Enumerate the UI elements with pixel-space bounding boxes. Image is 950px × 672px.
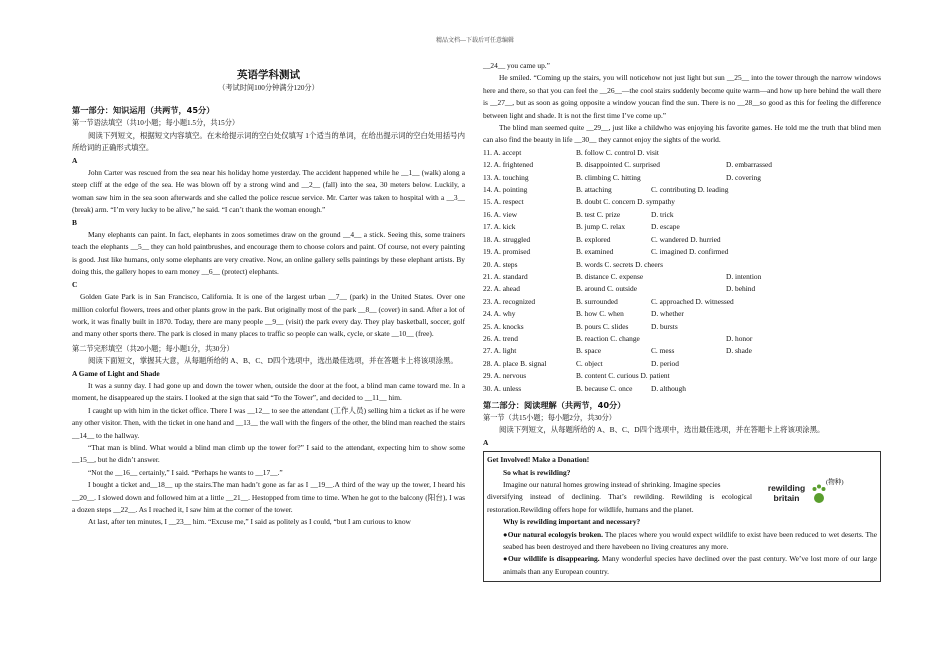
option-row [483,283,881,295]
option-cell [726,383,826,395]
donation-box [483,451,881,582]
option-cell [726,234,826,246]
section1-heading: 第一节语法填空（共10小题；每小题1.5分，共15分） [72,119,240,128]
option-cell: B. surrounded [576,296,618,306]
passage-b-label: B [72,217,77,227]
box-bullet [487,529,877,554]
option-cell: B. follow C. control D. visit [576,147,659,157]
option-cell: D. intention [726,271,762,281]
option-cell: 14. A. pointing [483,185,528,195]
bullet-lead: ●Our natural ecologyis broken. [503,529,603,539]
option-row [483,159,881,171]
option-row [483,358,881,370]
option-row [483,221,881,233]
option-row [483,147,881,159]
option-cell [726,196,826,208]
option-cell: D. bursts [651,321,678,331]
option-row [483,333,881,345]
option-cell: B. content C. curious D. patient [576,371,670,381]
option-cell [726,221,826,233]
bullet-text: Many wonderful species have declined over the past century. We’ve lost more of our large animals than any European country. [503,554,877,576]
story-paragraph: “Not the __16__ certainly,” I said. “Perhaps he wants to __17__.” [88,467,283,477]
box-paragraph: Imagine our natural homes growing instead of shrinking. Imagine species [503,480,721,489]
option-cell [726,209,826,221]
option-cell: D. embarrassed [726,160,772,170]
option-cell: D. covering [726,172,761,182]
left-column [72,62,465,529]
option-cell: D. trick [651,209,674,219]
option-cell [726,358,826,370]
option-cell: B. climbing C. hitting [576,172,641,182]
option-row [483,209,881,221]
option-cell [726,147,826,159]
option-cell [651,159,726,171]
option-row [483,345,881,357]
option-row [483,370,881,382]
option-cell [651,196,726,208]
page-subtitle: （考试时间100分钟满分120分） [218,84,319,92]
part2-section1-heading: 第一节（共15小题；每小题2分，共30分） [483,413,616,422]
option-row [483,271,881,283]
option-cell: C. contributing D. leading [651,185,729,195]
part1-heading: 第一部分：知识运用（共两节，45分） [72,105,215,116]
option-row [483,296,881,308]
option-cell: 13. A. touching [483,172,529,182]
option-row [483,234,881,246]
option-cell [651,271,726,283]
section2-heading: 第二节完形填空（共20小题；每小题1分，共30分） [72,344,234,353]
right-column [483,60,881,582]
option-cell: 28. A. place B. signal [483,358,547,368]
option-cell: 18. A. struggled [483,234,531,244]
story-continuation: __24__ you came up.” [483,61,550,70]
option-cell: 20. A. steps [483,259,518,269]
header-note: 精品文档---下载后可任意编辑 [436,38,514,44]
option-cell [726,370,826,382]
passage-c-label: C [72,279,78,289]
option-cell: B. examined [576,247,614,257]
option-cell: 19. A. promised [483,247,531,257]
option-cell [726,259,826,271]
option-cell: 12. A. frightened [483,160,534,170]
option-cell [651,259,726,271]
story-paragraph: I caught up with him in the ticket office. There I was __12__ to see the attendant (工作人员) selling him a ticket as if he were any other visitor. Then, with the ticket in one hand and __13__ the wall with the fingers of the other, the blind man reached the stairs __14__ to the hallway. [72,405,465,440]
box-question: So what is rewilding? [503,467,571,477]
part2-heading: 第二部分：阅读理解（共两节，40分） [483,399,626,410]
option-cell: C. imagined D. confirmed [651,247,729,257]
logo-word: rewilding [767,483,806,494]
passage-a-label: A [483,437,489,447]
option-cell: 11. A. accept [483,147,522,157]
option-cell: 23. A. recognized [483,296,536,306]
option-cell: 30. A. unless [483,383,522,393]
option-cell: D. honor [726,333,753,343]
option-cell: D. shade [726,346,752,356]
option-cell: B. distance C. expense [576,271,644,281]
option-cell [651,370,726,382]
passage-a-label: A [72,155,78,165]
option-cell: B. words C. secrets D. cheers [576,259,664,269]
story-paragraph: It was a sunny day. I had gone up and down the tower when, outside the door at the foot, a blind man came toward me. In a moment, he disappeared up the stairs. I looked at the sign that said “To the Tower”, and decided to __11__ him. [72,380,465,403]
option-cell: D. behind [726,284,756,294]
option-cell: C. object [576,358,603,368]
option-cell: B. disappointed C. surprised [576,160,660,170]
option-cell [651,147,726,159]
option-cell [726,308,826,320]
option-cell: 15. A. respect [483,197,524,207]
option-cell [726,296,826,308]
story-paragraph: He smiled. “Coming up the stairs, you will noticehow not just light but sun __25__ into the tower through the narrow windows here and there, so that you can feel the __26__—the cool stairs suddenly become quite warm—and how up here behind the wall there is __27__, but as soon as going opposite a window youcan find the sun. There is no __28__so good as this for feeling the difference between light and shade. It is not the first time I’ve come up.” [483,73,881,120]
passage-c-text: Golden Gate Park is in San Francisco, California. It is one of the largest urban __7__ (park) in the United States. Over one million colorful flowers, trees and other plants grow in the park. But originally most of the park __8__ (cover) in sand. After a lot of work, it was finally built in 1870. Today, there are many people __9__ (visit) the park every day. They play basketball, soccer, golf and many other sports there. The park is closed in many places to traffic so people can walk, cycle, or skate __10__ (free). [72,292,465,339]
passage-b-text: Many elephants can paint. In fact, elephants in zoos sometimes draw on the ground __4__ a stick. Seeing this, some trainers teach the elephants __5__ they can hold paintbrushes, and encourage them to choose colors and paint. Of course, not every painting is good. Just like humans, only some elephants are very creative. Now, an online gallery sells paintings by these elephant artists. By doing this, the gallery hopes to earn money __6__ (protect) elephants. [72,230,465,277]
option-cell: C. approached D. witnessed [651,296,734,306]
option-cell [726,246,826,258]
paw-icon [812,484,826,504]
bullet-lead: ●Our wildlife is disappearing. [503,554,600,564]
story-paragraph: “That man is blind. What would a blind man climb up the tower for?” I said to the attendant, expecting him to show some __15__, but he didn’t answer. [72,442,465,465]
species-note: (物种) [826,479,844,487]
option-cell: B. doubt C. concern D. sympathy [576,197,675,207]
box-question: Why is rewilding important and necessary? [503,517,641,527]
option-cell: 27. A. light [483,346,517,356]
option-cell: D. period [651,358,679,368]
option-cell: 24. A. why [483,309,516,319]
option-cell: B. attaching [576,185,612,195]
option-row [483,308,881,320]
option-cell: 22. A. ahead [483,284,520,294]
option-row [483,383,881,395]
option-row [483,172,881,184]
option-cell: B. jump C. relax [576,222,626,232]
option-row [483,196,881,208]
option-cell [651,333,726,345]
option-cell: B. explored [576,234,611,244]
story-paragraph: At last, after ten minutes, I __23__ him. “Excuse me,” I said as politely as I could, “but I am curious to know [88,517,411,527]
option-row [483,321,881,333]
page-title: 英语学科测试 [237,69,300,81]
section2-instructions: 阅读下面短文，掌握其大意，从每题所给的 A、B、C、D四个选项中，选出最佳选项，并在答题卡上将该项涂黑。 [88,356,458,366]
option-cell: B. how C. when [576,309,624,319]
option-row [483,246,881,258]
option-cell: 21. A. standard [483,271,528,281]
option-cell: B. space [576,346,602,356]
story-paragraph: The blind man seemed quite __29__, just like a childwho was enjoying his favorite games. He told me the truth that blind men can also find the beauty in life __30__ they cannot enjoy the sights of the world. [483,123,881,145]
option-cell: D. although [651,383,686,393]
option-cell [651,172,726,184]
story-paragraph: I bought a ticket and__18__ up the stairs.The man hadn’t gone as far as I __19__.A third of the way up the tower, I heard his __20__. I slowed down and followed him at a little __21__. Hestopped from time to time. When he got to the balcony (阳台), I was a dozen steps __22__. As I reached it, I saw him at the corner of the tower. [72,480,465,514]
story-title: A Game of Light and Shade [72,368,160,378]
part2-instructions: 阅读下列短文，从每题所给的 A、B、C、D四个选项中，选出最佳选项，并在答题卡上将该项涂黑。 [499,425,825,435]
option-cell [726,321,826,333]
rewilding-logo [764,483,809,503]
option-row [483,184,881,196]
option-cell: B. pours C. slides [576,321,629,331]
option-cell [726,184,826,196]
box-bullet [487,553,877,578]
option-cell: 25. A. knocks [483,321,524,331]
option-cell: B. test C. prize [576,209,621,219]
option-cell: 17. A. kick [483,222,516,232]
answer-options [483,147,881,395]
box-paragraph: diversifying instead of declining. That’s rewilding. Rewilding is ecological restoration.Rewilding offers hope for wildlife, humans and the planet. [487,492,752,514]
option-cell: 26. A. trend [483,333,518,343]
option-cell: B. reaction C. change [576,333,640,343]
option-row [483,259,881,271]
bullet-text: The places where you would expect wildlife to exist have been reduced to wet deserts. The seabed has been destroyed and there havebeen no living creatures any more. [503,529,877,552]
option-cell: D. escape [651,222,680,232]
option-cell: B. because C. once [576,383,633,393]
option-cell: D. whether [651,309,684,319]
option-cell: 16. A. view [483,209,518,219]
option-cell: C. wandered D. hurried [651,234,721,244]
section1-instructions: 阅读下列短文，根据短文内容填空。在未给提示词的空白处仅填写 1个适当的单词，在给出提示词的空白处用括号内所给词的正确形式填空。 [72,130,465,153]
option-cell: C. mess [651,346,675,356]
option-cell [651,283,726,295]
option-cell: 29. A. nervous [483,371,527,381]
box-heading: Get Involved! Make a Donation! [487,455,590,465]
option-cell: B. around C. outside [576,284,637,294]
passage-a-text: John Carter was rescued from the sea near his holiday home yesterday. The accident happened while he __1__ (walk) along a steep cliff at the edge of the sea. He was blown off by a strong wind and __2__ (fall) into the sea, 30 meters below. Luckily, a woman saw him in the sea soon afterwards and she called the police rescue service. Mr. Carter was taken to hospital with a __3__ (break) arm. “I’m very lucky to be alive,” he said. “I can’t thank the woman enough.” [72,168,465,215]
logo-word: britain [773,493,800,504]
